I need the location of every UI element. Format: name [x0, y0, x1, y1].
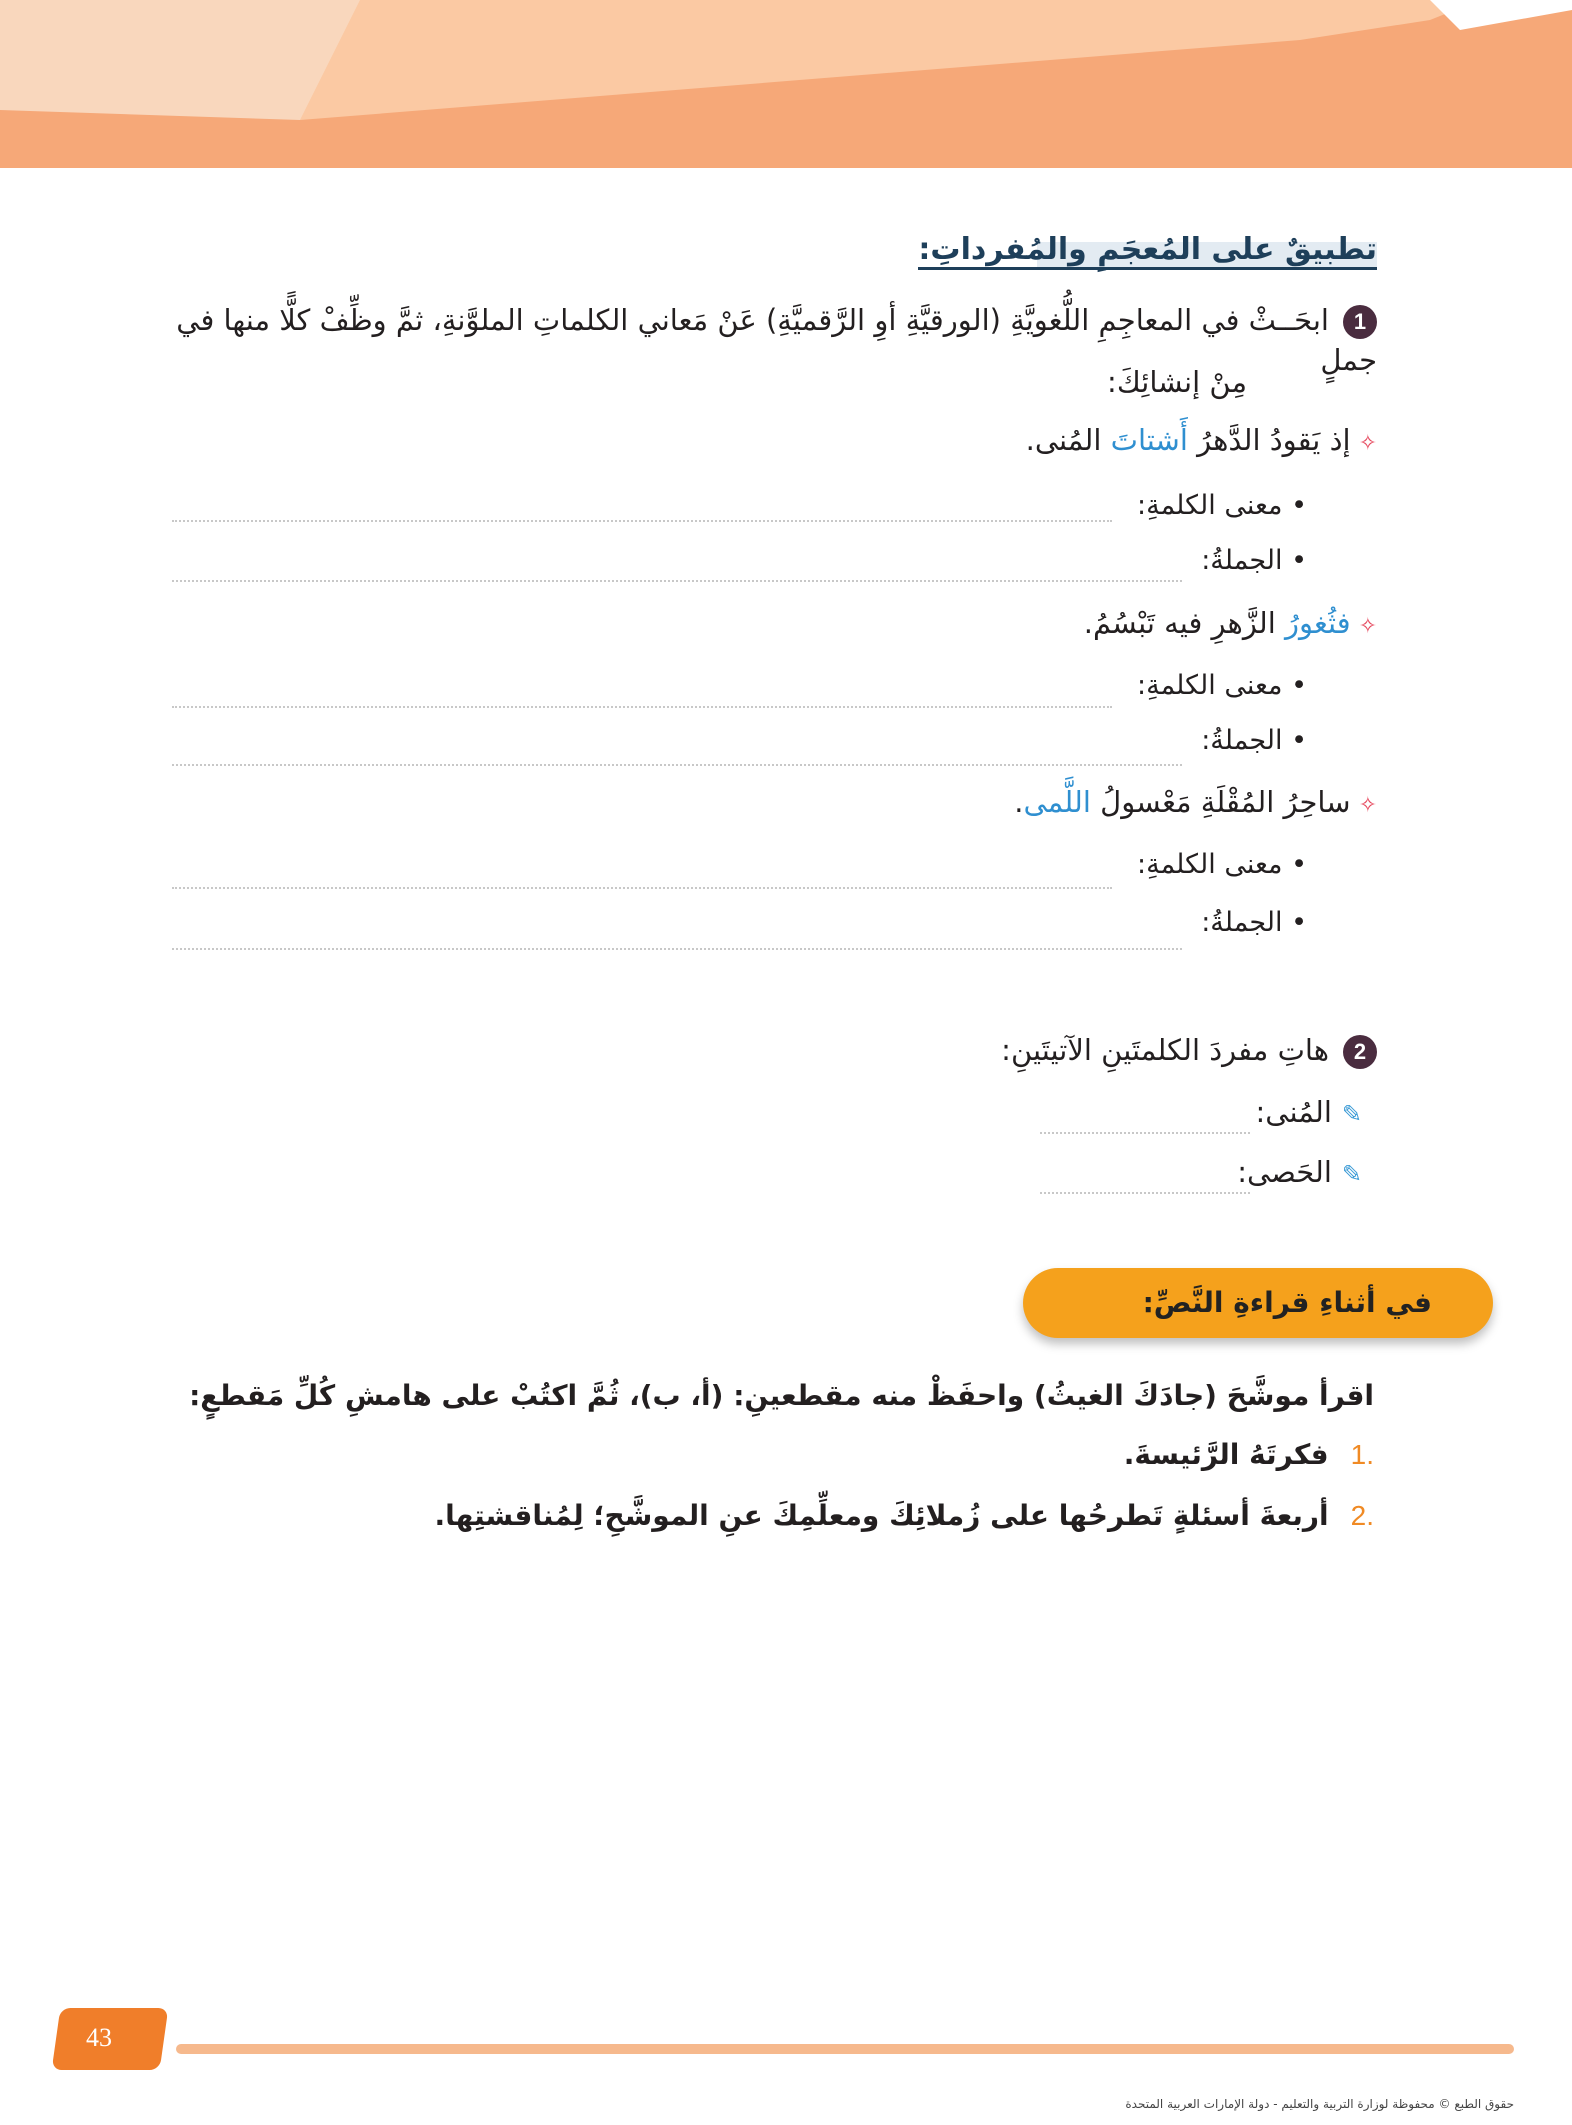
q1-item-3	[1014, 782, 1377, 826]
q1-item-3-meaning-label: • معنى الكلمةِ:	[1137, 849, 1307, 880]
meaning-answer-line[interactable]	[172, 706, 1112, 708]
q2-prompt	[1001, 1030, 1377, 1070]
meaning-label: معنى الكلمةِ:	[1137, 849, 1283, 880]
q2-item-label: المُنى:	[1255, 1095, 1332, 1129]
meaning-label: معنى الكلمةِ:	[1137, 670, 1283, 701]
q2-answer-line[interactable]	[1040, 1132, 1250, 1134]
reading-point-1	[1124, 1435, 1374, 1475]
star-bullet-icon: ✧	[1358, 793, 1377, 818]
reading-banner-text: في أثناءِ قراءةِ النَّصِّ:	[1142, 1286, 1432, 1319]
star-bullet-icon: ✧	[1358, 614, 1377, 639]
item-text-post: المُنى.	[1025, 423, 1111, 457]
q1-item-3-sentence-label: • الجملةُ:	[1201, 907, 1307, 938]
point-text: أربعةَ أسئلةٍ تَطرحُها على زُملائِكَ ومعلِّمِكَ عنِ الموشَّحِ؛ لِمُناقشتِها.	[434, 1499, 1329, 1532]
instruction-text: اقرأ موشَّحَ (جادَكَ الغيثُ) واحفَظْ منه مقطعينِ: (أ، ب)، ثُمَّ اكتُبْ على هامشِ كُلِّ مَقطعٍ:	[189, 1379, 1374, 1412]
page-number: 43	[86, 2023, 112, 2052]
meaning-answer-line[interactable]	[172, 520, 1112, 522]
highlighted-word: أَشتاتَ	[1110, 423, 1188, 457]
meaning-label: معنى الكلمةِ:	[1137, 490, 1283, 521]
highlighted-word: فثُغورُ	[1284, 606, 1351, 640]
q2-item-2	[1237, 1152, 1362, 1194]
q1-prompt-continued	[1107, 362, 1247, 402]
sentence-label: الجملةُ:	[1201, 725, 1283, 756]
q2-item-1	[1256, 1092, 1362, 1134]
q2-number-badge: 2	[1343, 1035, 1377, 1069]
item-text-pre: ساحِرُ المُقْلَةِ مَعْسولُ	[1090, 785, 1351, 819]
footer-bar	[176, 2044, 1514, 2054]
q2-prompt-text: هاتِ مفردَ الكلمتَينِ الآتيتَينِ:	[1001, 1033, 1329, 1067]
pencil-icon: ✎	[1341, 1160, 1362, 1188]
meaning-answer-line[interactable]	[172, 887, 1112, 889]
q1-item-2	[1084, 603, 1377, 647]
highlighted-word: اللَّمى	[1023, 785, 1091, 819]
header-band	[0, 0, 1572, 168]
section-title: تطبيقٌ على المُعجَمِ والمُفرداتِ:	[918, 232, 1377, 267]
q2-item-label: الحَصى:	[1237, 1155, 1332, 1189]
reading-point-2	[434, 1496, 1374, 1536]
point-text: فكرتَهُ الرَّئيسةَ.	[1123, 1438, 1329, 1471]
header-decoration	[0, 0, 1572, 168]
reading-instruction	[189, 1376, 1374, 1416]
point-number: .2	[1350, 1500, 1374, 1531]
q1-prompt-line2: مِنْ إنشائِكَ:	[1107, 365, 1247, 399]
sentence-answer-line[interactable]	[172, 948, 1182, 950]
sentence-label: الجملةُ:	[1201, 907, 1283, 938]
q1-item-2-meaning-label: • معنى الكلمةِ:	[1137, 670, 1307, 701]
sentence-label: الجملةُ:	[1201, 545, 1283, 576]
point-number: .1	[1350, 1439, 1374, 1470]
q1-item-1-sentence-label: • الجملةُ:	[1201, 545, 1307, 576]
pencil-icon: ✎	[1341, 1100, 1362, 1128]
item-text-pre: إذ يَقودُ الدَّهرُ	[1187, 423, 1351, 457]
star-bullet-icon: ✧	[1358, 431, 1377, 456]
q1-prompt-line1: ابحَــثْ في المعاجِمِ اللُّغويَّةِ (الورقيَّةِ أوِ الرَّقميَّةِ) عَنْ مَعاني الكلماتِ الملوَّنةِ، ثمَّ وظِّفْ كلًّا منها في جملٍ	[176, 303, 1377, 377]
sentence-answer-line[interactable]	[172, 580, 1182, 582]
q1-item-1-meaning-label: • معنى الكلمةِ:	[1137, 490, 1307, 521]
q2-answer-line[interactable]	[1040, 1192, 1250, 1194]
sentence-answer-line[interactable]	[172, 764, 1182, 766]
copyright-note: حقوق الطبع © محفوظة لوزارة التربية والتعليم - دولة الإمارات العربية المتحدة	[1125, 2097, 1514, 2111]
item-text-post: .	[1014, 785, 1024, 819]
q1-item-1	[1026, 420, 1377, 464]
item-text-post: الزَّهرِ فيه تَبْسُمُ.	[1083, 606, 1285, 640]
q1-item-2-sentence-label: • الجملةُ:	[1201, 725, 1307, 756]
q1-number-badge: 1	[1343, 305, 1377, 339]
